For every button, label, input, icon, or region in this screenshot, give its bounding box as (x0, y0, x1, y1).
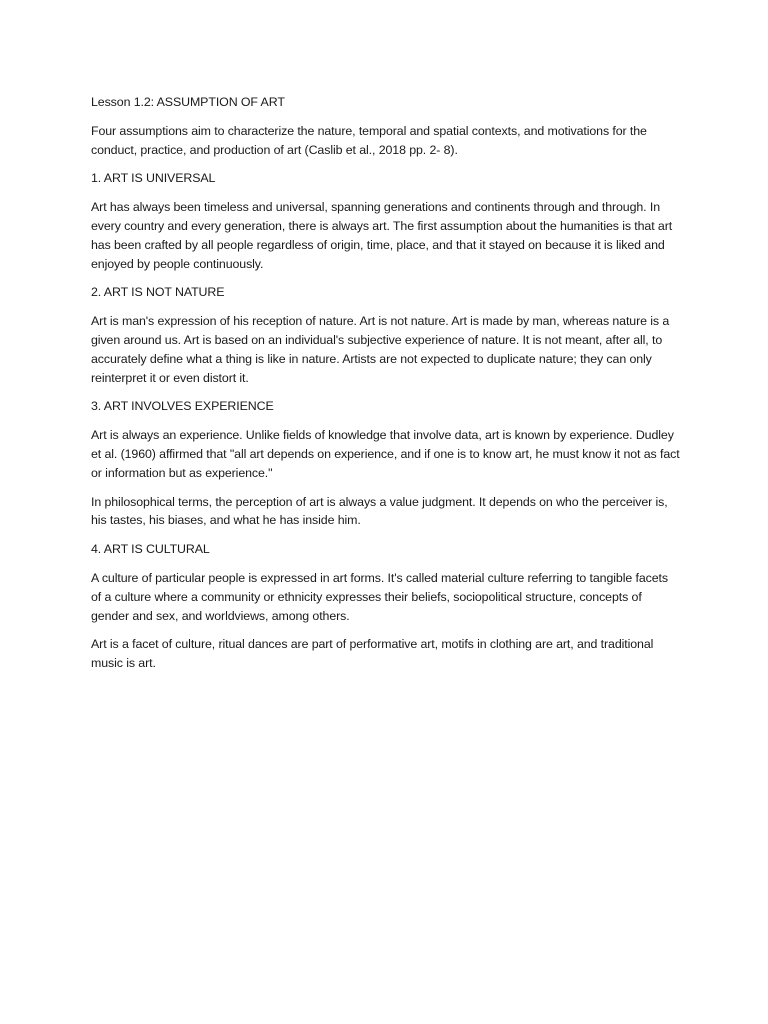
section-paragraph-not-nature: Art is man's expression of his reception of nature. Art is not nature. Art is made by man, whereas nature is a given around us. Art is based on an individual's subjective experience of nature. It is not meant, after all, to accurately define what a thing is like in nature. Artists are not expected to duplicate nature; they can only reinterpret it or even distort it. (91, 314, 670, 385)
section-heading-not-nature: 2. ART IS NOT NATURE (91, 285, 225, 300)
section-heading-experience: 3. ART INVOLVES EXPERIENCE (91, 399, 274, 414)
section-heading-universal: 1. ART IS UNIVERSAL (91, 171, 216, 186)
section-paragraph-universal: Art has always been timeless and universal, spanning generations and continents through and through. In every country and every generation, there is always art. The first assumption about the humanities is that art has been crafted by all people regardless of origin, time, place, and that it stayed on because it is liked and enjoyed by people continuously. (91, 200, 673, 271)
section-paragraph-experience-2: In philosophical terms, the perception of art is always a value judgment. It depends on who the perceiver is, his tastes, his biases, and what he has inside him. (91, 494, 668, 528)
document-body (91, 93, 681, 683)
section-paragraph-experience-1: Art is always an experience. Unlike fields of knowledge that involve data, art is known by experience. Dudley et al. (1960) affirmed that "all art depends on experience, and if one is to know art, he must know it not as fact or information but as experience." (91, 428, 680, 480)
lesson-title: Lesson 1.2: ASSUMPTION OF ART (91, 95, 285, 109)
section-paragraph-cultural-2: Art is a facet of culture, ritual dances are part of performative art, motifs in clothing are art, and traditional music is art. (91, 637, 654, 671)
intro-paragraph: Four assumptions aim to characterize the nature, temporal and spatial contexts, and motivations for the conduct, practice, and production of art (Caslib et al., 2018 pp. 2- 8). (91, 123, 647, 157)
section-heading-cultural: 4. ART IS CULTURAL (91, 542, 210, 557)
section-paragraph-cultural-1: A culture of particular people is expressed in art forms. It's called material culture referring to tangible facets of a culture where a community or ethnicity expresses their beliefs, sociopolitical structure, concepts of gender and sex, and worldviews, among others. (91, 570, 668, 623)
